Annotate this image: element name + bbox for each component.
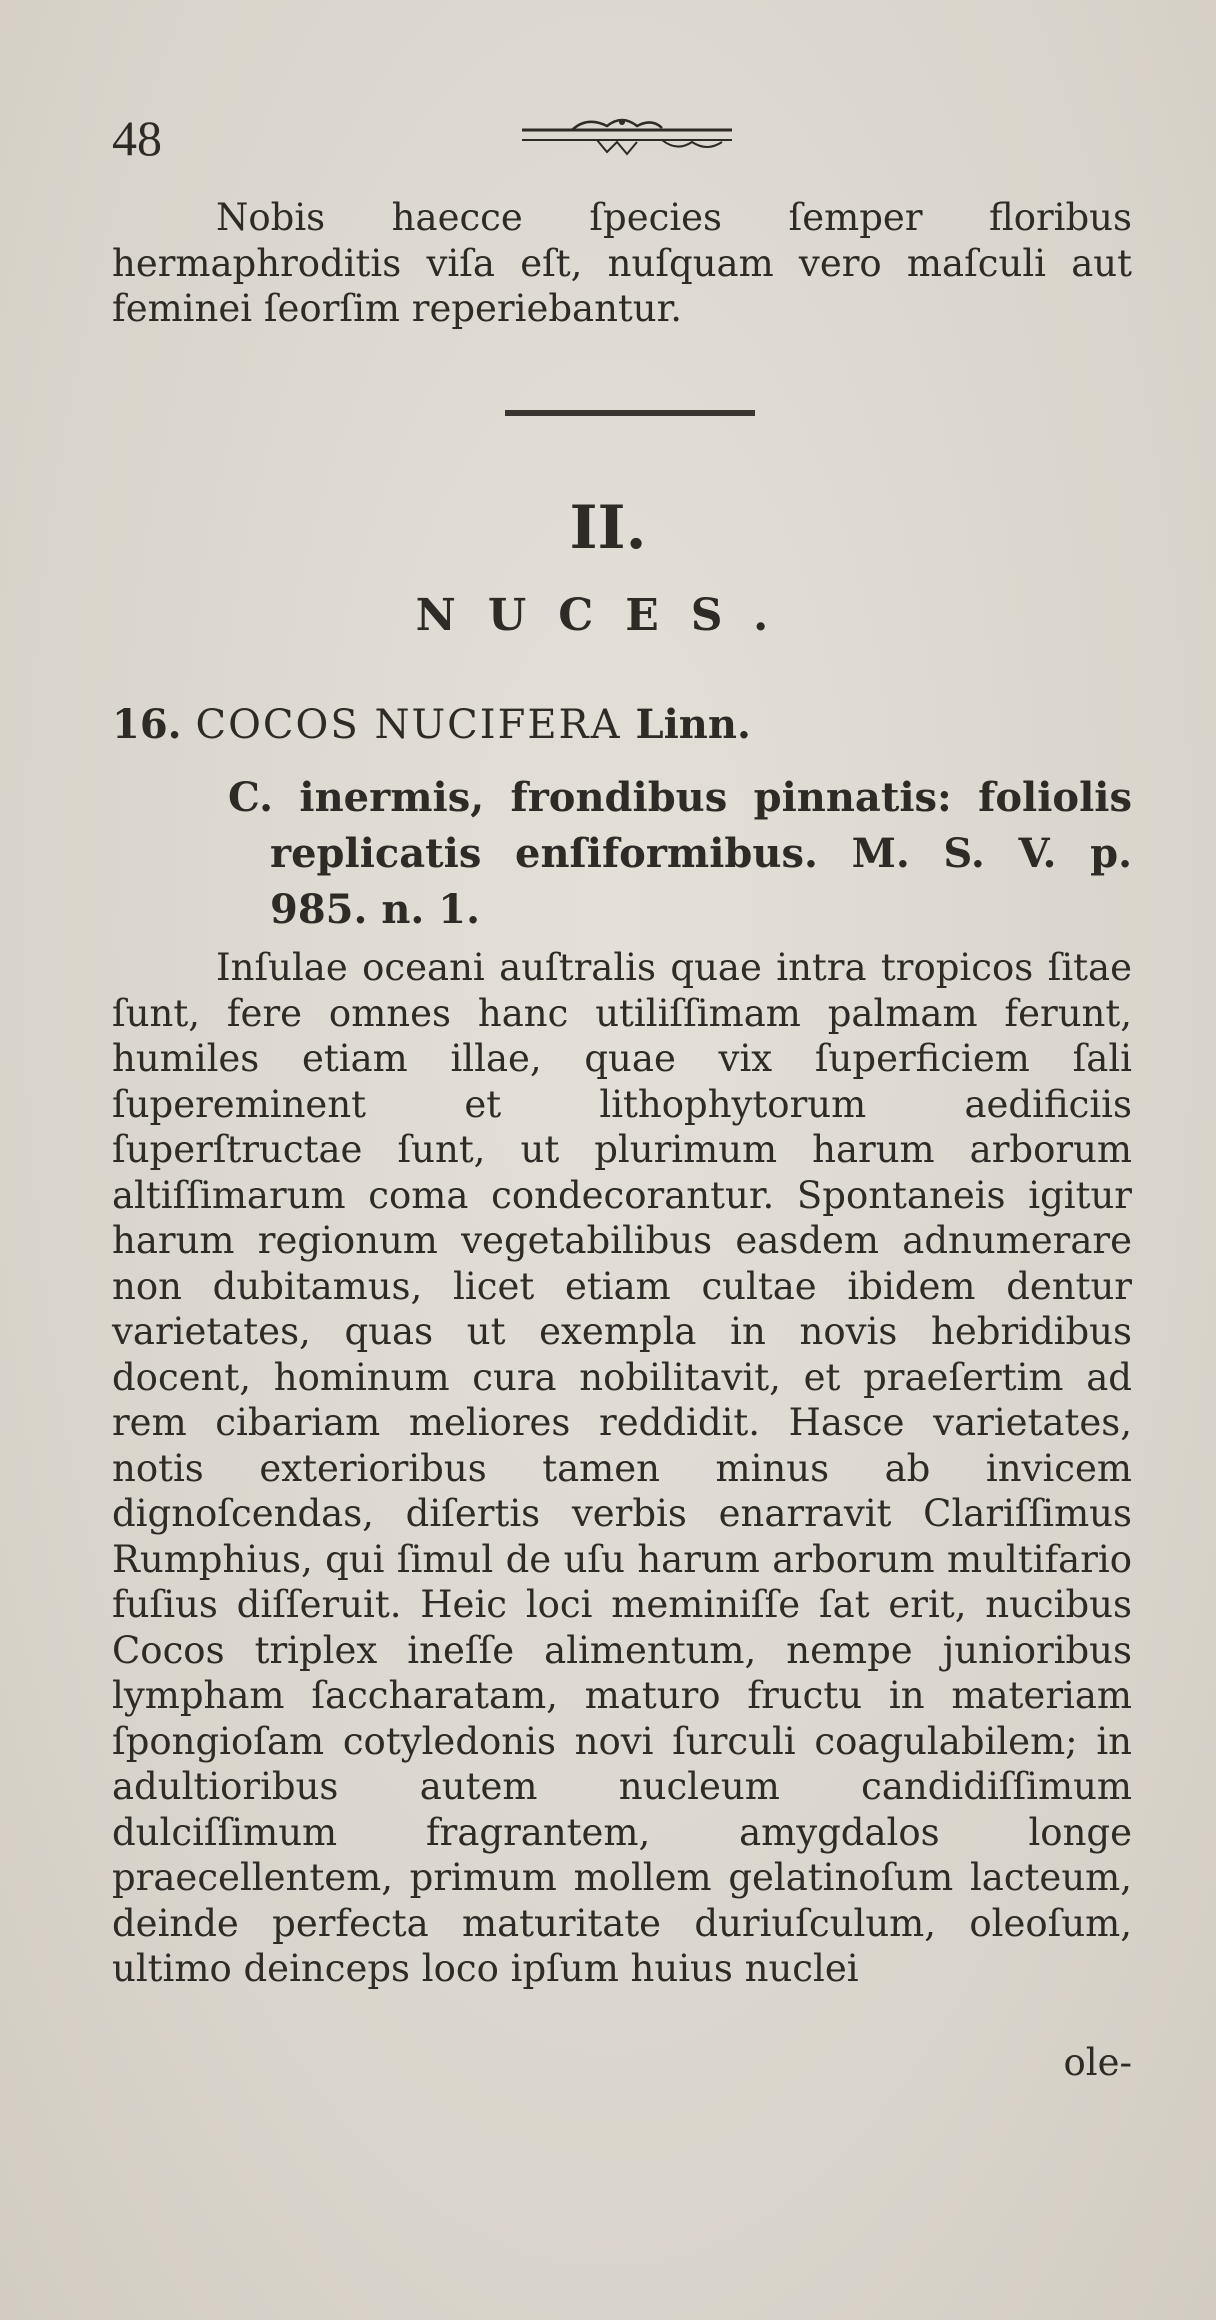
page-header	[112, 108, 1132, 168]
species-heading	[112, 700, 751, 750]
species-diagnosis	[228, 770, 1132, 938]
decorative-headpiece-icon	[512, 112, 742, 162]
intro-text: Nobis haecce ſpecies ſemper floribus hermaphroditis viſa eſt, nuſquam vero maſculi aut feminei ſeorſim reperiebantur.	[112, 196, 1132, 330]
diagnosis-text: C. inermis, frondibus pinnatis: foliolis replicatis enſiformibus. M. S. V. p. 985. n. 1.	[228, 774, 1132, 933]
catchword: ole-	[1063, 2041, 1132, 2084]
intro-paragraph	[112, 195, 1132, 332]
section-title: NUCES.	[415, 590, 801, 641]
body-paragraph	[112, 945, 1132, 1992]
body-text: Inſulae oceani auſtralis quae intra tropicos ſitae ſunt, fere omnes hanc utiliſſimam palmam ferunt, humiles etiam illae, quae vix ſuperficiem ſali ſupereminent et lithophytorum aedificiis ſuperſtructae ſunt, ut plurimum harum arborum altiſſimarum coma condecorantur. Spontaneis igitur harum regionum vegetabilibus easdem adnumerare non dubitamus, licet etiam cultae ibidem dentur varietates, quas ut exempla in novis hebridibus docent, hominum cura nobilitavit, et praeſertim ad rem cibariam meliores reddidit. Hasce varietates, notis exterioribus tamen minus ab invicem dignoſcendas, diſertis verbis enarravit Clariſſimus Rumphius, qui ſimul de uſu harum arborum multifario fuſius diſſeruit. Heic loci meminiſſe ſat erit, nucibus Cocos triplex ineſſe alimentum, nempe junioribus lympham ſaccharatam, maturo fructu in materiam ſpongioſam cotyledonis novi ſurculi coagulabilem; in adultioribus autem nucleum candidiſſimum dulciſſimum fragrantem, amygdalos longe praecellentem, primum mollem gelatinoſum lacteum, deinde perfecta maturitate duriuſculum, oleoſum, ultimo deinceps loco ipſum huius nuclei	[112, 946, 1132, 1990]
section-divider-rule	[505, 410, 755, 416]
section-number: II.	[569, 493, 647, 563]
species-author: Linn.	[635, 701, 751, 748]
species-number: 16.	[112, 701, 182, 748]
page-number: 48	[112, 110, 162, 166]
species-name: COCOS NUCIFERA	[195, 702, 622, 748]
